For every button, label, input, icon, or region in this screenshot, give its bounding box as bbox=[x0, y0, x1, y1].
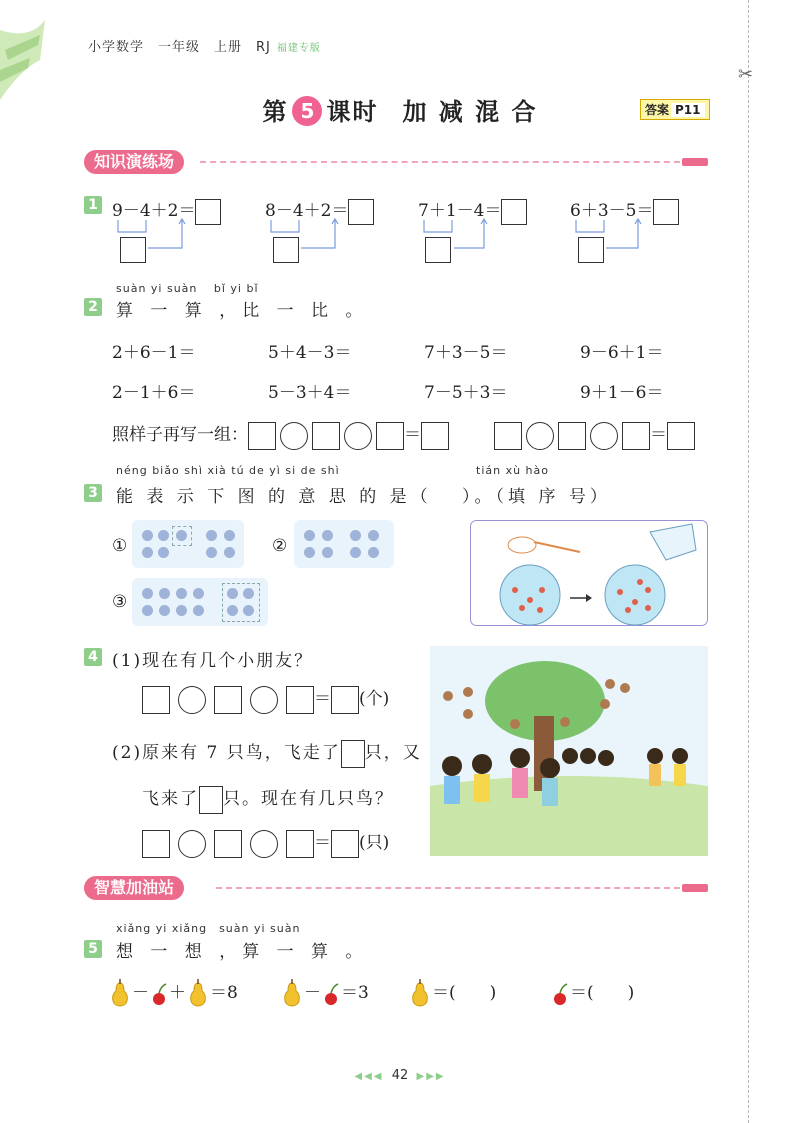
answer-box[interactable] bbox=[667, 422, 695, 450]
sign-circle[interactable] bbox=[178, 686, 206, 714]
answer-box[interactable] bbox=[214, 686, 242, 714]
answer-box[interactable] bbox=[214, 830, 242, 858]
q4-part2-line2: 飞来了 只。现在有几只鸟？ bbox=[142, 784, 394, 814]
question-text: 算 一 算 ，比 一 比 。 bbox=[116, 301, 369, 321]
fishbowl-illustration bbox=[470, 520, 708, 626]
answer-box[interactable] bbox=[248, 422, 276, 450]
sign-circle[interactable] bbox=[178, 830, 206, 858]
q2-expr: 9－6＋1＝ bbox=[580, 343, 664, 363]
q2-expr: 2－1＋6＝ bbox=[112, 383, 196, 403]
q5-eq-4: ＝( ) bbox=[550, 978, 634, 1006]
q1-expr-3: 7＋1－4＝ bbox=[418, 196, 527, 225]
dots-card-1[interactable] bbox=[132, 520, 244, 568]
option-label: ① bbox=[112, 536, 128, 556]
page-number: ◀◀◀ 42 ▶▶▶ bbox=[354, 1068, 446, 1083]
sign-circle[interactable] bbox=[280, 422, 308, 450]
answer-box[interactable] bbox=[331, 686, 359, 714]
step-box[interactable] bbox=[273, 237, 299, 263]
header-text: 小学数学 一年级 上册 RJ 福建专版 bbox=[88, 40, 321, 55]
sign-circle[interactable] bbox=[250, 830, 278, 858]
answer-box[interactable] bbox=[142, 686, 170, 714]
q4-part2-line1: (2)原来有 7 只鸟，飞走了 只，又 bbox=[112, 738, 422, 768]
q1-arrows bbox=[110, 218, 710, 268]
answer-box[interactable] bbox=[421, 422, 449, 450]
q2-example-row: 照样子再写一组： ＝ bbox=[112, 420, 449, 450]
answer-box[interactable] bbox=[312, 422, 340, 450]
q2-expr: 7－5＋3＝ bbox=[424, 383, 508, 403]
option-label: ③ bbox=[112, 592, 128, 612]
pear-icon bbox=[408, 979, 432, 1009]
q1-expr-2: 8－4＋2＝ bbox=[265, 196, 374, 225]
sign-circle[interactable] bbox=[344, 422, 372, 450]
dots-card-2[interactable] bbox=[294, 520, 394, 568]
answer-box[interactable] bbox=[199, 786, 223, 814]
q2-expr: 2＋6－1＝ bbox=[112, 343, 196, 363]
pencil-icon bbox=[682, 158, 708, 166]
cherry-icon bbox=[550, 982, 570, 1006]
pinyin: néng biǎo shì xià tú de yì si de shì bbox=[116, 464, 340, 477]
q4-eq-1: ＝ (个) bbox=[142, 684, 389, 714]
cherry-icon bbox=[321, 982, 341, 1006]
scissors-icon: ✂ bbox=[738, 64, 754, 85]
step-box[interactable] bbox=[120, 237, 146, 263]
question-number: 2 bbox=[84, 298, 102, 316]
answer-box[interactable] bbox=[622, 422, 650, 450]
step-box[interactable] bbox=[425, 237, 451, 263]
question-number: 1 bbox=[84, 196, 102, 214]
pinyin: tián xù hào bbox=[476, 464, 549, 477]
page-title: 第 5 课时 加 减 混 合 bbox=[262, 98, 538, 126]
answer-box[interactable] bbox=[494, 422, 522, 450]
q5-eq-1: － ＋ ＝8 bbox=[108, 978, 238, 1009]
q5-eq-2: － ＝3 bbox=[280, 978, 369, 1009]
park-illustration bbox=[430, 646, 708, 856]
answer-box[interactable] bbox=[286, 830, 314, 858]
question-number: 4 bbox=[84, 648, 102, 666]
pear-icon bbox=[186, 979, 210, 1009]
q2-expr: 7＋3－5＝ bbox=[424, 343, 508, 363]
answer-box[interactable] bbox=[331, 830, 359, 858]
answer-box[interactable] bbox=[142, 830, 170, 858]
question-text: 想 一 想 ，算 一 算 。 bbox=[116, 942, 369, 962]
q2-expr: 9＋1－6＝ bbox=[580, 383, 664, 403]
step-box[interactable] bbox=[578, 237, 604, 263]
answer-box[interactable] bbox=[286, 686, 314, 714]
q5-eq-3: ＝( ) bbox=[408, 978, 496, 1009]
answer-box[interactable] bbox=[558, 422, 586, 450]
question-number: 3 bbox=[84, 484, 102, 502]
sign-circle[interactable] bbox=[250, 686, 278, 714]
pinyin: suàn yi suàn bǐ yi bǐ bbox=[116, 282, 259, 295]
pinyin: xiǎng yi xiǎng suàn yi suàn bbox=[116, 922, 301, 935]
question-text: 能 表 示 下 图 的 意 思 的 是（ ）。（填 序 号） bbox=[116, 487, 611, 507]
cut-line bbox=[748, 0, 749, 1123]
pencil-icon bbox=[682, 884, 708, 892]
pear-icon bbox=[280, 979, 304, 1009]
option-label: ② bbox=[272, 536, 288, 556]
q4-eq-2: ＝ (只) bbox=[142, 828, 389, 858]
cherry-icon bbox=[149, 982, 169, 1006]
sign-circle[interactable] bbox=[590, 422, 618, 450]
answer-box[interactable] bbox=[341, 740, 365, 768]
answer-box[interactable] bbox=[376, 422, 404, 450]
q2-expr: 5＋4－3＝ bbox=[268, 343, 352, 363]
q2-example-row-2: ＝ bbox=[494, 420, 695, 450]
section-divider bbox=[216, 887, 680, 889]
dots-card-3[interactable] bbox=[132, 578, 268, 626]
answer-reference: 答案 P11 bbox=[640, 99, 710, 120]
q1-expr-1: 9－4＋2＝ bbox=[112, 196, 221, 225]
pear-icon bbox=[108, 979, 132, 1009]
section-practice-header: 知识演练场 bbox=[84, 150, 184, 174]
q2-expr: 5－3＋4＝ bbox=[268, 383, 352, 403]
question-number: 5 bbox=[84, 940, 102, 958]
section-divider bbox=[200, 161, 680, 163]
section-bonus-header: 智慧加油站 bbox=[84, 876, 184, 900]
q1-expr-4: 6＋3－5＝ bbox=[570, 196, 679, 225]
q4-part1: (1)现在有几个小朋友？ bbox=[112, 651, 314, 671]
sign-circle[interactable] bbox=[526, 422, 554, 450]
